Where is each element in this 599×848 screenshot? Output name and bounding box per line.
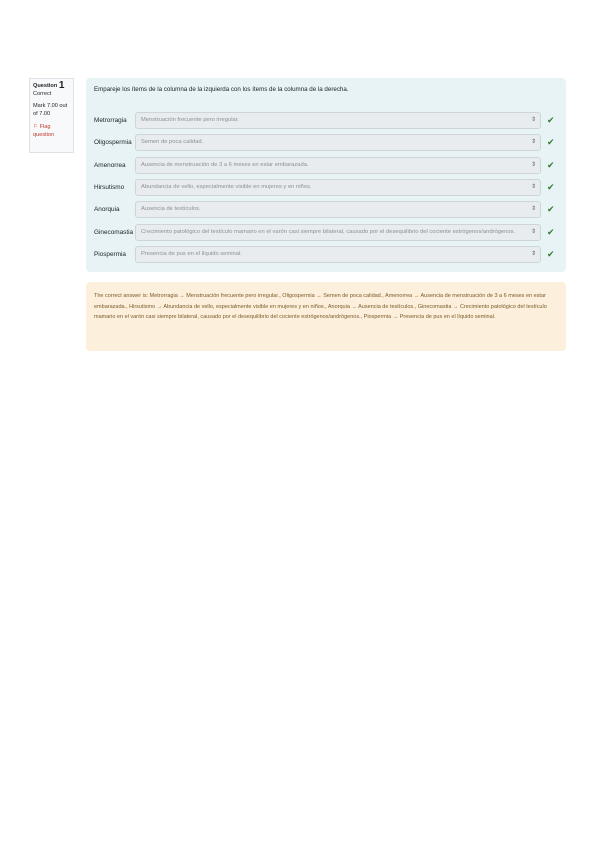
match-term: Ginecomastia (94, 228, 134, 236)
match-row (86, 178, 566, 198)
flag-label: Flag question (33, 124, 55, 138)
correct-check-icon: ✔ (547, 248, 555, 259)
correct-check-icon: ✔ (547, 204, 555, 215)
select-caret-icon: ⇕ (530, 206, 536, 213)
flag-icon: ⚐ (33, 124, 39, 130)
correct-answer-feedback (86, 282, 566, 351)
match-term: Metrorragia (94, 117, 127, 124)
question-info-panel (29, 78, 74, 153)
select-caret-icon: ⇕ (530, 183, 536, 190)
answer-select-value: Semen de poca calidad. (141, 139, 204, 146)
answer-select[interactable] (135, 224, 541, 241)
question-content (86, 78, 566, 272)
select-caret-icon: ⇕ (530, 161, 536, 168)
match-row (86, 223, 566, 243)
flag-question-link[interactable] (33, 123, 70, 139)
correct-check-icon: ✔ (547, 226, 555, 237)
correct-check-icon: ✔ (547, 181, 555, 192)
question-state: Correct (33, 91, 52, 97)
select-caret-icon: ⇕ (530, 139, 536, 146)
match-row (86, 111, 566, 131)
answer-select-value: Ausencia de testículos. (141, 206, 201, 213)
correct-check-icon: ✔ (547, 137, 555, 148)
match-row (86, 245, 566, 265)
question-prompt: Empareje los ítems de la columna de la izquierda con los ítems de la columna de la derecha. (94, 86, 349, 93)
match-term: Oligospermia (94, 139, 132, 147)
answer-select[interactable] (135, 157, 541, 174)
select-caret-icon: ⇕ (530, 228, 536, 235)
match-term: Anorquia (94, 206, 120, 214)
answer-select[interactable] (135, 246, 541, 263)
answer-select-value: Menstruación frecuente pero irregular. (141, 117, 239, 123)
answer-select[interactable] (135, 179, 541, 196)
answer-select[interactable] (135, 134, 541, 151)
match-row (86, 200, 566, 220)
match-term: Amenorrea (94, 161, 126, 169)
answer-select-value: Ausencia de menstruación de 3 a 6 meses en estar embarazada. (141, 161, 309, 168)
feedback-text: The correct answer is: Metrorragia → Menstruación frecuente pero irregular., Oligospermia → Semen de poca calidad., Amenorrea → Ausencia de menstruación de 3 a 6 meses en estar embarazada., Hirsutismo → Abundancia de vello, especialmente visible en mujeres y en niños., Anorquia → Ausencia de testículos., Ginecomastia → Crecimiento patológico del testículo mamario en el varón casi siempre bilateral, causado por el desequilibrio del cociente estrógenos/andrógenos., Piospermia → Presencia de pus en el líquido seminal. (94, 293, 547, 320)
answer-select-value: Crecimiento patológico del testículo mamario en el varón casi siempre bilateral, causado por el desequilibrio del cociente estrógenos/andrógenos. (141, 228, 516, 235)
answer-select-value: Presencia de pus en el líquido seminal. (141, 250, 242, 257)
answer-select-value: Abundancia de vello, especialmente visible en mujeres y en niños. (141, 183, 312, 190)
match-term: Hirsutismo (94, 183, 125, 191)
correct-check-icon: ✔ (547, 115, 555, 125)
match-row (86, 133, 566, 153)
select-caret-icon: ⇕ (530, 250, 536, 257)
answer-select[interactable] (135, 201, 541, 218)
correct-check-icon: ✔ (547, 159, 555, 170)
question-mark: Mark 7.00 out of 7.00 (33, 103, 68, 117)
match-row (86, 156, 566, 176)
question-number: Question 1 (33, 80, 65, 91)
answer-select[interactable] (135, 112, 541, 129)
select-caret-icon: ⇕ (530, 117, 536, 123)
match-term: Piospermia (94, 250, 126, 258)
